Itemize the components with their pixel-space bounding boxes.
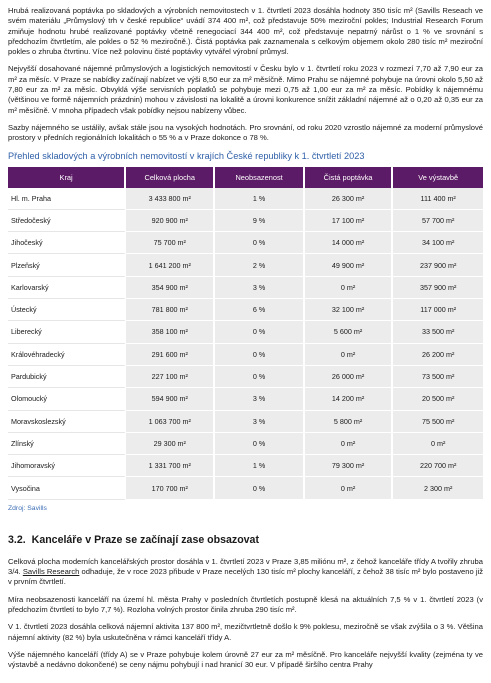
cell-ve-vystavbe: 220 700 m²: [393, 455, 483, 477]
cell-neobsazenost: 0 %: [215, 433, 304, 455]
cell-neobsazenost: 0 %: [215, 321, 304, 343]
cell-cista-poptavka: 26 000 m²: [305, 366, 394, 388]
cell-kraj: Hl. m. Praha: [8, 188, 126, 210]
cell-kraj: Pardubický: [8, 366, 126, 388]
cell-cista-poptavka: 5 800 m²: [305, 411, 394, 433]
cell-celkova-plocha: 594 900 m²: [126, 388, 215, 410]
cell-cista-poptavka: 14 000 m²: [305, 232, 394, 254]
cell-cista-poptavka: 17 100 m²: [305, 210, 394, 232]
cell-kraj: Ústecký: [8, 299, 126, 321]
cell-kraj: Královéhradecký: [8, 344, 126, 366]
cell-neobsazenost: 0 %: [215, 344, 304, 366]
cell-neobsazenost: 3 %: [215, 411, 304, 433]
cell-ve-vystavbe: 0 m²: [393, 433, 483, 455]
paragraph-office-area-text-2: odhaduje, že v roce 2023 přibude v Praze necelých 130 tisíc m² plochy kanceláří, z čehož 38 tisíc m² bylo postaveno již v prvním čtvrtletí.: [8, 567, 483, 587]
cell-kraj: Středočeský: [8, 210, 126, 232]
cell-neobsazenost: 1 %: [215, 188, 304, 210]
cell-celkova-plocha: 358 100 m²: [126, 321, 215, 343]
header-celkova-plocha: Celková plocha: [126, 167, 215, 188]
regions-table: [8, 167, 483, 500]
paragraph-office-area: [8, 557, 483, 588]
cell-celkova-plocha: 1 641 200 m²: [126, 254, 215, 276]
cell-neobsazenost: 6 %: [215, 299, 304, 321]
cell-cista-poptavka: 0 m²: [305, 344, 394, 366]
paragraph-office-rent: Výše nájemného kanceláří (třídy A) se v Praze pohybuje kolem úrovně 27 eur za m² měsíčně. Pro kanceláře nejvyšší kvality (zejména ty ve výstavbě a nedávno dokončené) se ceny nájmu pohybují i nad hranicí 30 eur. V případě širšího centra Prahy: [8, 649, 483, 670]
table-row: [8, 254, 483, 276]
paragraph-vacancy: Míra neobsazenosti kanceláří na území hl. města Prahy v posledních čtvrtletích postupně klesá na aktuálních 7,5 % v 1. čtvrtletí 2023 (v předchozím čtvrtletí to bylo 7,7 %). Rozloha volných prostor činila zhruba 290 tisíc m².: [8, 594, 483, 614]
header-ve-vystavbe: Ve výstavbě: [393, 167, 483, 188]
cell-ve-vystavbe: 33 500 m²: [393, 321, 483, 343]
cell-kraj: Jihomoravský: [8, 455, 126, 477]
table-caption: Přehled skladových a výrobních nemovitostí v krajích České republiky k 1. čtvrtletí 2023: [8, 150, 365, 161]
cell-celkova-plocha: 1 331 700 m²: [126, 455, 215, 477]
cell-celkova-plocha: 291 600 m²: [126, 344, 215, 366]
cell-celkova-plocha: 3 433 800 m²: [126, 188, 215, 210]
cell-kraj: Moravskoslezský: [8, 411, 126, 433]
cell-ve-vystavbe: 2 300 m²: [393, 477, 483, 499]
cell-cista-poptavka: 0 m²: [305, 277, 394, 299]
cell-celkova-plocha: 1 063 700 m²: [126, 411, 215, 433]
cell-cista-poptavka: 49 900 m²: [305, 254, 394, 276]
cell-celkova-plocha: 354 900 m²: [126, 277, 215, 299]
cell-cista-poptavka: 26 300 m²: [305, 188, 394, 210]
header-neobsazenost: Neobsazenost: [215, 167, 304, 188]
savills-research-link[interactable]: Savills Research: [22, 567, 80, 577]
paragraph-rent: Nejvyšší dosahované nájemné průmyslových a logistických nemovitostí v Česku bylo v 1. čtvrtletí roku 2023 v rozmezí 7,70 až 7,90 eur za m² za měsíc. V Praze se nabídky začínají nabízet ve výši 8,50 eur za m² měsíčně. Mimo Prahu se nájemné pohybuje na úrovni okolo 5,50 až 7,80 eur za m² za měsíc. Obvyklá výše servisních poplatků se pohybuje mezi 0,75 až 1,00 eur za m² za měsíc. Pobídky k nájemnému (většinou ve formě nájemních prázdnin) mohou v závislosti na lokalitě a úrovni konkurence snížit základní nájemné až o 0,20 až 0,35 eur za m² měsíčně. V mnoha případech však pobídky nejsou nabízeny vůbec.: [8, 64, 483, 115]
cell-neobsazenost: 0 %: [215, 366, 304, 388]
cell-celkova-plocha: 920 900 m²: [126, 210, 215, 232]
cell-celkova-plocha: 781 800 m²: [126, 299, 215, 321]
cell-cista-poptavka: 0 m²: [305, 433, 394, 455]
table-row: [8, 455, 483, 477]
cell-ve-vystavbe: 117 000 m²: [393, 299, 483, 321]
cell-cista-poptavka: 32 100 m²: [305, 299, 394, 321]
cell-ve-vystavbe: 111 400 m²: [393, 188, 483, 210]
cell-celkova-plocha: 227 100 m²: [126, 366, 215, 388]
table-row: [8, 388, 483, 410]
table-row: [8, 299, 483, 321]
table-row: [8, 188, 483, 210]
cell-celkova-plocha: 29 300 m²: [126, 433, 215, 455]
table-row: [8, 210, 483, 232]
cell-celkova-plocha: 75 700 m²: [126, 232, 215, 254]
cell-neobsazenost: 9 %: [215, 210, 304, 232]
table-row: [8, 433, 483, 455]
paragraph-office-area-text-1: Celková plocha moderních kancelářských prostor dosáhla v 1. čtvrtletí 2023 v Praze 3,85 miliónu m², z čehož kanceláře třídy A tvořily zhruba 3/4.: [8, 556, 483, 577]
paragraph-demand: Hrubá realizovaná poptávka po skladových a výrobních nemovitostech v 1. čtvrtletí 2023 dosáhla hodnoty 350 tisíc m² (Savills Reseach ve svém materiálu „Průmyslový trh v české republice“ uvádí 374 400 m², což představuje 50% meziroční pokles; Industrial Research Forum zmiňuje hodnotu hrubé realizované poptávky včetně renegociací 344 400 m², což představuje nepatrný nárůst o 1 % ve srovnání s předchozím čtvrtletím, ale pokles o 52 % meziročně.). Čistá poptávka pak zaznamenala s celkovým objemem okolo 280 tisíc m² meziroční pokles o zhruba čtvrtinu. Více než polovinu čisté poptávky vytvářel výrobní průmysl.: [8, 6, 483, 57]
table-row: [8, 344, 483, 366]
table-row: [8, 366, 483, 388]
cell-neobsazenost: 0 %: [215, 232, 304, 254]
table-row: [8, 277, 483, 299]
section-heading: [8, 534, 483, 547]
cell-ve-vystavbe: 26 200 m²: [393, 344, 483, 366]
paragraph-rent-comparison: Sazby nájemného se ustálily, avšak stále jsou na vysokých hodnotách. Pro srovnání, od roku 2020 vzrostlo nájemné za moderní průmyslové prostory v předních regionálních lokalitách o 55 % a v Praze dokonce o 78 %.: [8, 122, 483, 143]
table-row: [8, 321, 483, 343]
cell-ve-vystavbe: 237 900 m²: [393, 254, 483, 276]
cell-kraj: Karlovarský: [8, 277, 126, 299]
cell-kraj: Jihočeský: [8, 232, 126, 254]
cell-cista-poptavka: 0 m²: [305, 477, 394, 499]
table-row: [8, 411, 483, 433]
cell-celkova-plocha: 170 700 m²: [126, 477, 215, 499]
cell-cista-poptavka: 5 600 m²: [305, 321, 394, 343]
cell-neobsazenost: 3 %: [215, 277, 304, 299]
table-header-row: [8, 167, 483, 188]
cell-ve-vystavbe: 20 500 m²: [393, 388, 483, 410]
section-number: 3.2.: [8, 533, 26, 546]
table-body: [8, 188, 483, 500]
cell-ve-vystavbe: 73 500 m²: [393, 366, 483, 388]
cell-neobsazenost: 1 %: [215, 455, 304, 477]
cell-ve-vystavbe: 34 100 m²: [393, 232, 483, 254]
section-title: Kanceláře v Praze se začínají zase obsazovat: [31, 533, 259, 546]
cell-kraj: Vysočina: [8, 477, 126, 499]
cell-kraj: Plzeňský: [8, 254, 126, 276]
cell-kraj: Olomoucký: [8, 388, 126, 410]
table-source: Zdroj: Savills: [8, 504, 47, 512]
cell-kraj: Zlínský: [8, 433, 126, 455]
cell-neobsazenost: 3 %: [215, 388, 304, 410]
cell-ve-vystavbe: 357 900 m²: [393, 277, 483, 299]
header-kraj: Kraj: [8, 167, 126, 188]
table-row: [8, 232, 483, 254]
cell-ve-vystavbe: 75 500 m²: [393, 411, 483, 433]
cell-neobsazenost: 0 %: [215, 477, 304, 499]
cell-cista-poptavka: 14 200 m²: [305, 388, 394, 410]
cell-kraj: Liberecký: [8, 321, 126, 343]
cell-ve-vystavbe: 57 700 m²: [393, 210, 483, 232]
cell-cista-poptavka: 79 300 m²: [305, 455, 394, 477]
cell-neobsazenost: 2 %: [215, 254, 304, 276]
paragraph-leasing-activity: V 1. čtvrtletí 2023 dosáhla celková nájemní aktivita 137 800 m², mezičtvrtletně došlo k 9% poklesu, meziročně se však zvýšila o 3 %. Většina nájemní aktivity (82 %) byla uskutečněna v rámci kanceláří třídy A.: [8, 622, 483, 642]
header-cista-poptavka: Čistá poptávka: [305, 167, 394, 188]
table-row: [8, 477, 483, 499]
